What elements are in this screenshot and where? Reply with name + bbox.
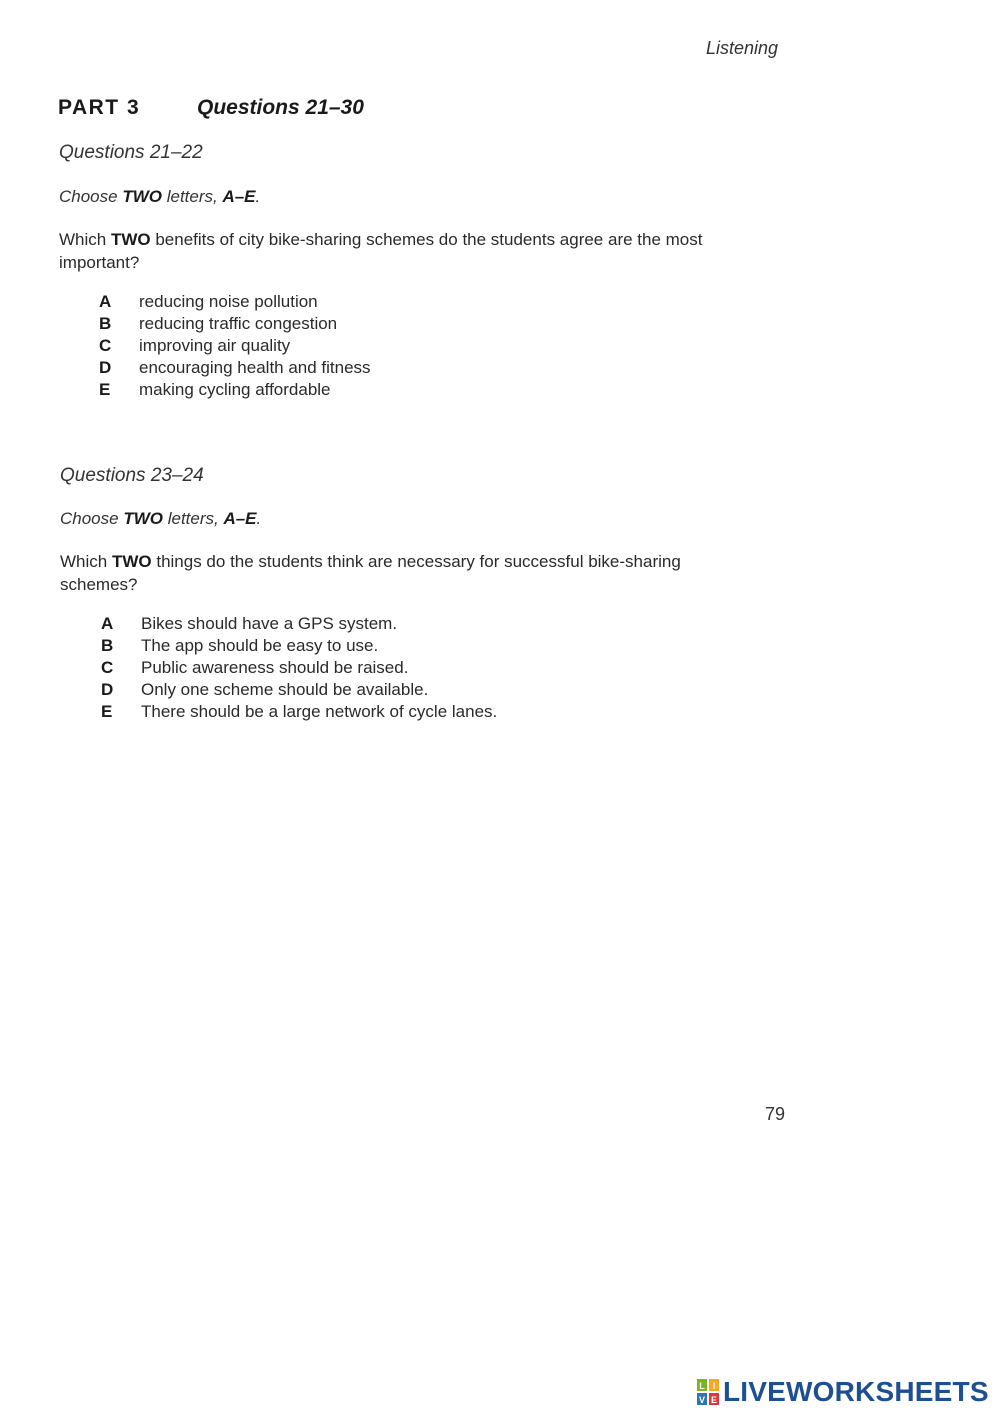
option-text: reducing noise pollution (139, 292, 318, 311)
option-d[interactable] (101, 679, 497, 701)
instruction-text: letters, (162, 509, 224, 528)
option-text: The app should be easy to use. (141, 636, 379, 655)
page-number: 79 (765, 1104, 786, 1124)
section1-instruction (59, 187, 260, 207)
option-letter: A (99, 292, 112, 311)
section1-heading: Questions 21–22 (59, 142, 203, 163)
option-letter: B (101, 636, 114, 655)
option-e[interactable] (101, 701, 497, 723)
option-letter: D (101, 680, 114, 699)
option-d[interactable] (99, 357, 371, 379)
instruction-text: letters, (161, 187, 223, 206)
instruction-text: Choose (60, 509, 124, 528)
section1-options (99, 291, 371, 401)
option-c[interactable] (99, 335, 371, 357)
instruction-text: Choose (59, 187, 123, 206)
instruction-range: A–E (223, 509, 257, 528)
instruction-text: . (256, 509, 262, 528)
option-letter: C (101, 658, 114, 677)
svg-text:V: V (698, 1395, 706, 1405)
part-questions-range: Questions 21–30 (197, 96, 364, 119)
option-text: making cycling affordable (139, 380, 331, 399)
svg-text:I: I (712, 1381, 716, 1391)
stem-text: Which (59, 230, 111, 249)
option-text: improving air quality (139, 336, 291, 355)
liveworksheets-brand[interactable] (697, 1376, 989, 1408)
option-letter: D (99, 358, 112, 377)
part-label: PART 3 (58, 96, 141, 119)
option-a[interactable] (99, 291, 371, 313)
option-b[interactable] (99, 313, 371, 335)
option-a[interactable] (101, 613, 497, 635)
running-head: Listening (706, 38, 779, 58)
option-letter: B (99, 314, 112, 333)
stem-count: TWO (111, 552, 152, 571)
option-letter: E (99, 380, 111, 399)
option-e[interactable] (99, 379, 371, 401)
stem-count: TWO (110, 230, 151, 249)
section2-heading: Questions 23–24 (60, 465, 204, 486)
brand-text: LIVEWORKSHEETS (723, 1376, 989, 1407)
stem-text: Which (60, 552, 112, 571)
instruction-text: . (255, 187, 261, 206)
option-text: Only one scheme should be available. (141, 680, 429, 699)
option-letter: C (99, 336, 112, 355)
option-c[interactable] (101, 657, 497, 679)
liveworksheets-logo-icon (697, 1379, 719, 1405)
instruction-count: TWO (123, 509, 163, 528)
stem-text: things do the students think are necessary for successful bike-sharing schemes? (60, 552, 681, 594)
svg-text:L: L (699, 1381, 705, 1391)
option-letter: A (101, 614, 114, 633)
stem-text: benefits of city bike-sharing schemes do the students agree are the most important? (59, 230, 703, 272)
option-letter: E (101, 702, 113, 721)
option-text: Bikes should have a GPS system. (141, 614, 398, 633)
option-text: encouraging health and fitness (139, 358, 371, 377)
section2-instruction (60, 509, 261, 529)
section2-options (101, 613, 497, 723)
option-text: Public awareness should be raised. (141, 658, 409, 677)
instruction-range: A–E (222, 187, 256, 206)
instruction-count: TWO (122, 187, 162, 206)
option-text: There should be a large network of cycle lanes. (141, 702, 498, 721)
option-text: reducing traffic congestion (139, 314, 338, 333)
section1-question-stem (59, 228, 759, 274)
svg-text:E: E (710, 1395, 718, 1405)
section2-question-stem (60, 550, 760, 596)
option-b[interactable] (101, 635, 497, 657)
